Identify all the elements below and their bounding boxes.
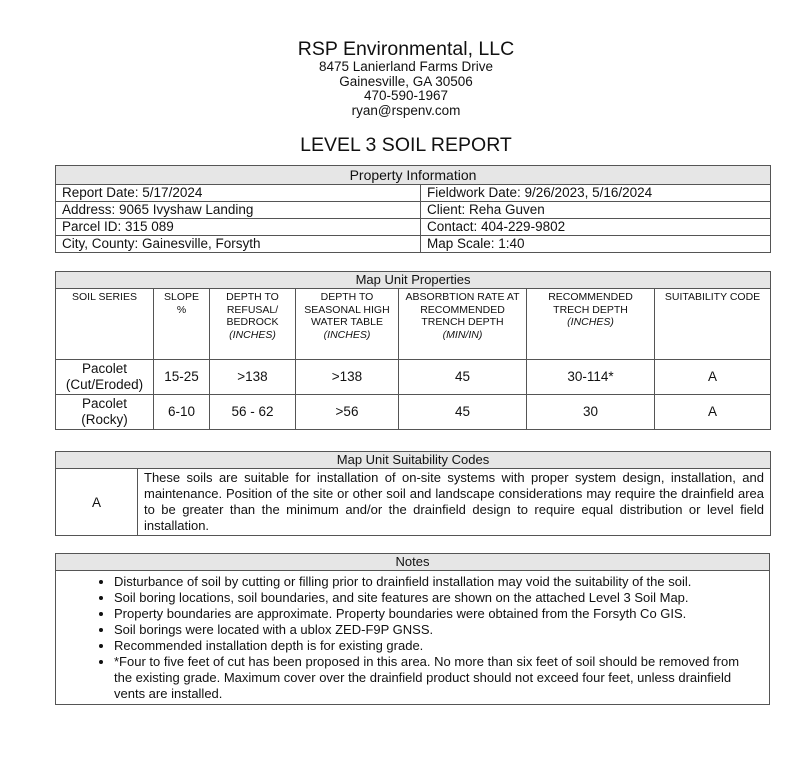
column-header: SOIL SERIES bbox=[56, 289, 154, 360]
column-header: RECOMMENDED TRECH DEPTH (INCHES) bbox=[527, 289, 655, 360]
column-header: DEPTH TO REFUSAL/ BEDROCK (INCHES) bbox=[210, 289, 296, 360]
notes-list bbox=[86, 574, 759, 702]
depth-water-table: >56 bbox=[296, 395, 399, 430]
column-header: ABSORBTION RATE AT RECOMMENDED TRENCH DEPTH (MIN/IN) bbox=[399, 289, 527, 360]
property-information-table bbox=[55, 165, 771, 253]
soil-series: Pacolet (Cut/Eroded) bbox=[56, 360, 154, 395]
list-item: • *Four to five feet of cut has been proposed in this area. No more than six feet of soil should be removed from the existing grade. Maximum cover over the drainfield product should not exceed four feet, unless drainfield vents are installed. bbox=[114, 654, 759, 702]
map-unit-properties-table bbox=[55, 271, 771, 430]
map-unit-properties-heading: Map Unit Properties bbox=[56, 272, 771, 289]
address: Address: 9065 Ivyshaw Landing bbox=[56, 202, 421, 219]
company-city: Gainesville, GA 30506 bbox=[339, 73, 473, 89]
absorption-rate: 45 bbox=[399, 395, 527, 430]
notes-table bbox=[55, 553, 770, 705]
absorption-rate: 45 bbox=[399, 360, 527, 395]
slope: 15-25 bbox=[154, 360, 210, 395]
depth-refusal: 56 - 62 bbox=[210, 395, 296, 430]
letterhead bbox=[0, 38, 812, 118]
contact: Contact: 404-229-9802 bbox=[421, 219, 771, 236]
fieldwork-date: Fieldwork Date: 9/26/2023, 5/16/2024 bbox=[421, 185, 771, 202]
depth-refusal: >138 bbox=[210, 360, 296, 395]
list-item: • Soil boring locations, soil boundaries, and site features are shown on the attached Level 3 Soil Map. bbox=[114, 590, 759, 606]
company-phone: 470-590-1967 bbox=[363, 88, 449, 103]
column-header: SUITABILITY CODE bbox=[655, 289, 771, 360]
report-title: LEVEL 3 SOIL REPORT bbox=[300, 134, 512, 156]
property-information-heading: Property Information bbox=[56, 166, 771, 185]
company-email: ryan@rspenv.com bbox=[351, 102, 461, 118]
column-headers bbox=[56, 289, 771, 360]
list-item: • Property boundaries are approximate. Property boundaries were obtained from the Forsyth Co GIS. bbox=[114, 606, 759, 622]
suitability-code: A bbox=[655, 360, 771, 395]
notes-heading: Notes bbox=[56, 554, 770, 571]
column-header: DEPTH TO SEASONAL HIGH WATER TABLE (INCHES) bbox=[296, 289, 399, 360]
notes-list-cell bbox=[56, 571, 770, 705]
trench-depth: 30-114* bbox=[527, 360, 655, 395]
suitability-codes-heading: Map Unit Suitability Codes bbox=[56, 452, 771, 469]
soil-series: Pacolet (Rocky) bbox=[56, 395, 154, 430]
company-street: 8475 Lanierland Farms Drive bbox=[318, 59, 494, 74]
city-county: City, County: Gainesville, Forsyth bbox=[56, 236, 421, 253]
suitability-code: A bbox=[655, 395, 771, 430]
list-item: • Recommended installation depth is for existing grade. bbox=[114, 638, 759, 654]
list-item: • Disturbance of soil by cutting or filling prior to drainfield installation may void the suitability of the soil. bbox=[114, 574, 759, 590]
company-name: RSP Environmental, LLC bbox=[297, 38, 515, 60]
client: Client: Reha Guven bbox=[421, 202, 771, 219]
table-row bbox=[56, 360, 771, 395]
suitability-codes-table bbox=[55, 451, 771, 536]
depth-water-table: >138 bbox=[296, 360, 399, 395]
list-item: • Soil borings were located with a ublox ZED-F9P GNSS. bbox=[114, 622, 759, 638]
parcel-id: Parcel ID: 315 089 bbox=[56, 219, 421, 236]
trench-depth: 30 bbox=[527, 395, 655, 430]
suitability-code-letter: A bbox=[56, 469, 138, 536]
column-header: SLOPE % bbox=[154, 289, 210, 360]
suitability-code-description: These soils are suitable for installation of on-site systems with proper system design, installation, and maintenance. Position of the site or other soil and landscape considerations may require the drainfield area to be greater than the minimum and/or the drainfield design to require equal distribution or level field installation. bbox=[138, 469, 771, 536]
slope: 6-10 bbox=[154, 395, 210, 430]
map-scale: Map Scale: 1:40 bbox=[421, 236, 771, 253]
table-row bbox=[56, 395, 771, 430]
report-date: Report Date: 5/17/2024 bbox=[56, 185, 421, 202]
